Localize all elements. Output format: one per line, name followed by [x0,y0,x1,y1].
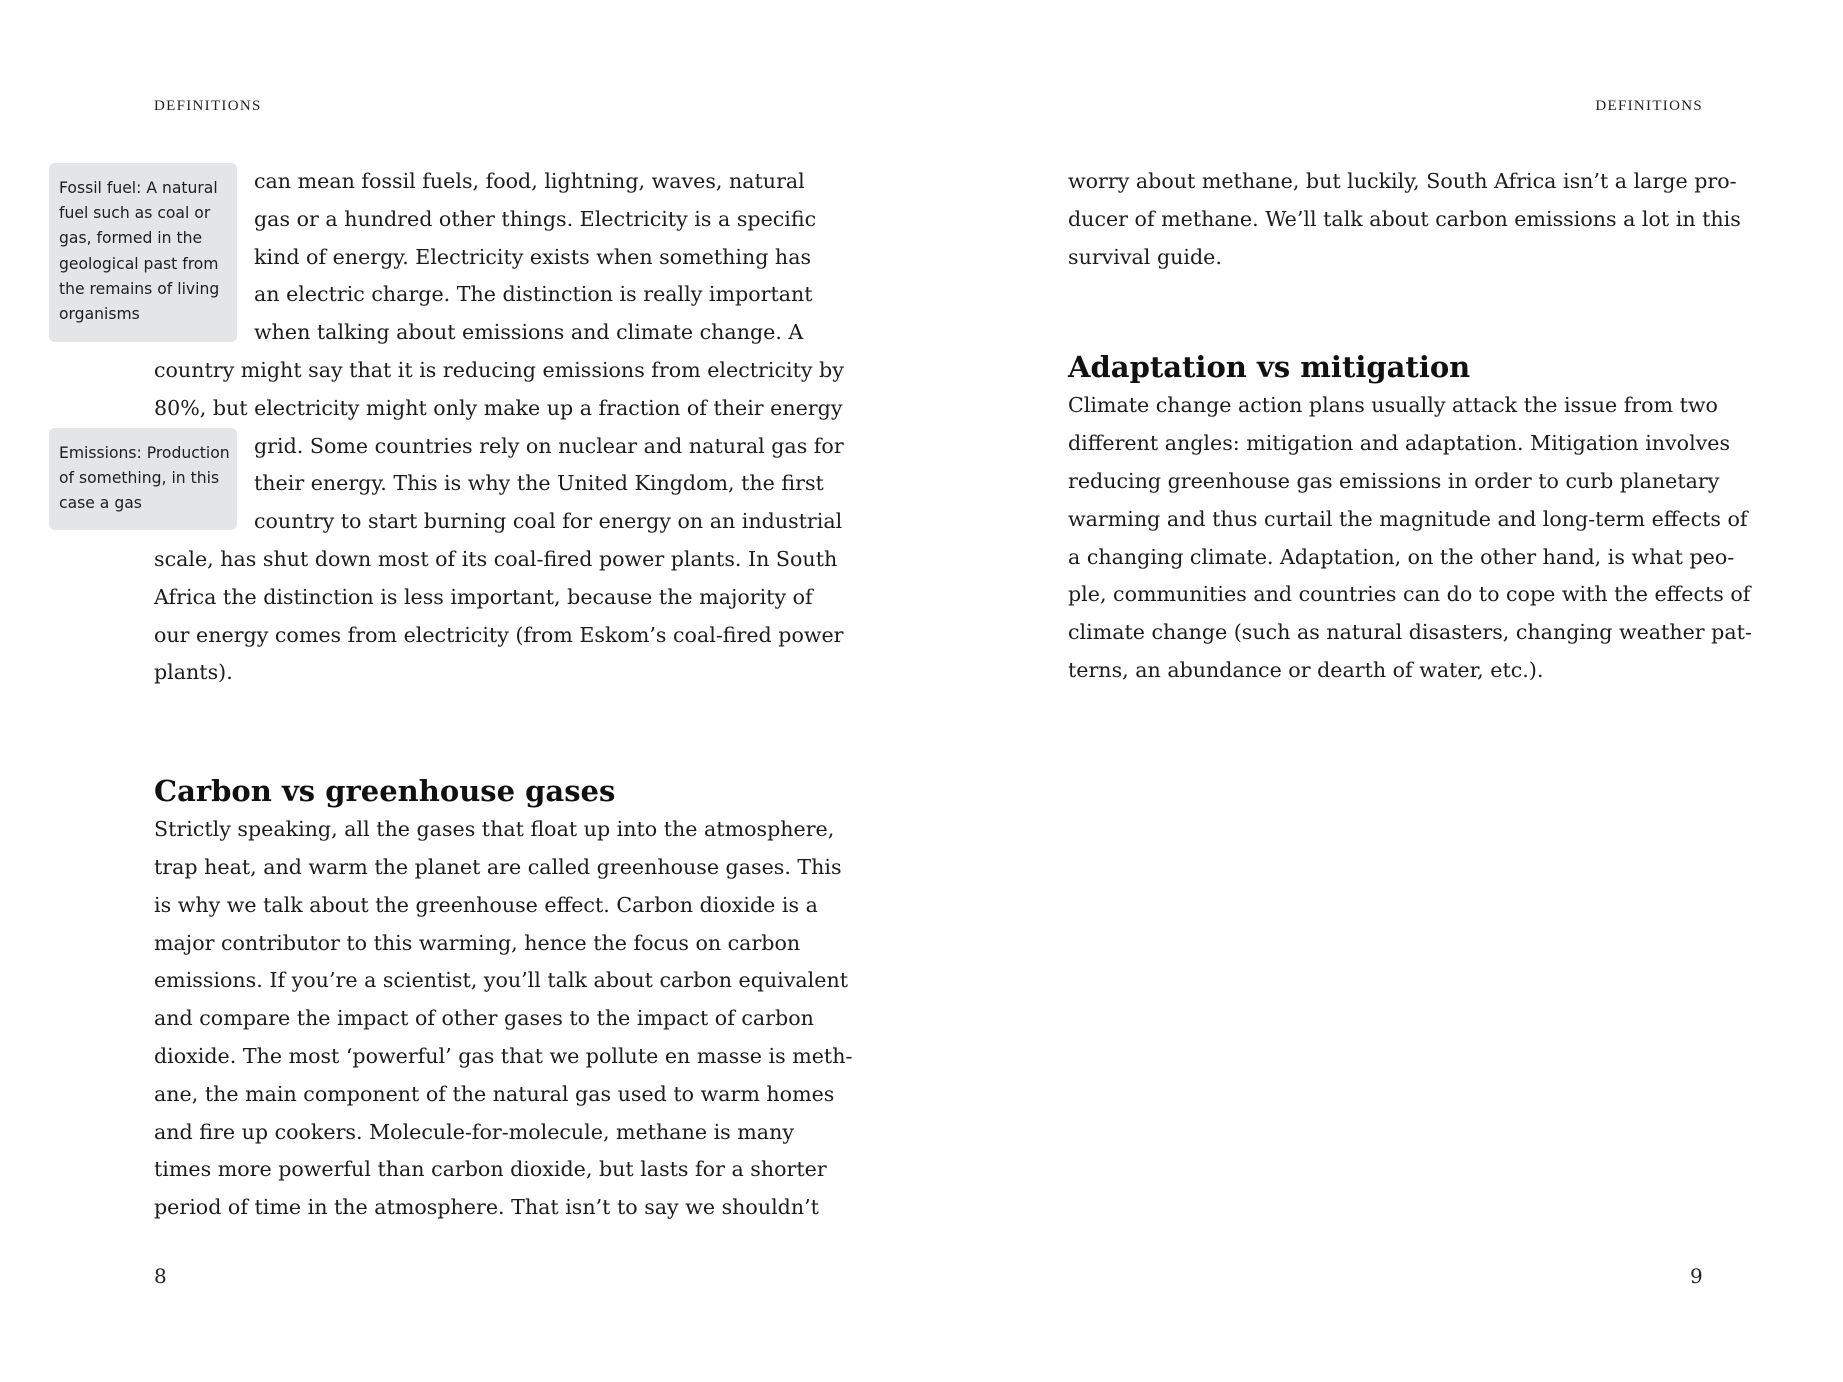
continuation-paragraph [1068,163,1741,276]
text-line: Climate change action plans usually attack the issue from two [1068,393,1718,418]
text-line: and fire up cookers. Molecule-for-molecule, methane is many [154,1119,794,1144]
text-line: country might say that it is reducing emissions from electricity by [154,357,844,382]
note-line: geological past from [59,254,219,273]
text-line: survival guide. [1068,244,1222,269]
text-line: warming and thus curtail the magnitude and long-term effects of [1068,506,1748,531]
note-line: Fossil fuel: A natural [59,179,218,197]
text-line: dioxide. The most ‘powerful’ gas that we pollute en masse is meth- [154,1043,853,1068]
text-line: terns, an abundance or dearth of water, etc.). [1068,657,1544,682]
section-paragraph-adaptation [1068,387,1752,689]
text-line: kind of energy. Electricity exists when something has [254,244,812,269]
note-line: case a gas [59,494,142,513]
intro-paragraph [154,163,844,692]
text-line: trap heat, and warm the planet are called greenhouse gases. This [154,854,842,879]
text-line: 80%, but electricity might only make up a fraction of their energy [154,395,843,420]
text-line: an electric charge. The distinction is really important [254,282,813,307]
text-line: a changing climate. Adaptation, on the other hand, is what peo- [1068,544,1735,569]
note-line: fuel such as coal or [59,204,211,223]
text-line: times more powerful than carbon dioxide, but lasts for a shorter [154,1157,827,1182]
text-line: ple, communities and countries can do to cope with the effects of [1068,582,1751,607]
text-line: plants). [154,660,233,685]
text-line: emissions. If you’re a scientist, you’ll talk about carbon equivalent [154,968,848,993]
page-number-right: 9 [1690,1264,1703,1288]
section-heading-adaptation-vs-mitigation: Adaptation vs mitigation [1068,350,1471,385]
text-line: their energy. This is why the United Kingdom, the first [254,471,824,496]
text-line: grid. Some countries rely on nuclear and natural gas for [254,433,844,458]
text-line: Africa the distinction is less important, because the majority of [154,584,813,609]
text-line: scale, has shut down most of its coal-fired power plants. In South [154,546,838,571]
right-page-body [1068,163,1752,690]
text-line: is why we talk about the greenhouse effect. Carbon dioxide is a [154,892,818,917]
text-line: gas or a hundred other things. Electricity is a specific [254,206,817,231]
note-line: gas, formed in the [59,229,203,248]
text-line: major contributor to this warming, hence the focus on carbon [154,930,801,955]
running-head-left: DEFINITIONS [154,98,262,114]
note-line: Emissions: Production [59,444,230,462]
text-line: worry about methane, but luckily, South Africa isn’t a large pro- [1068,169,1737,193]
text-line: reducing greenhouse gas emissions in order to curb planetary [1068,468,1720,493]
text-line: and compare the impact of other gases to the impact of carbon [154,1006,814,1031]
text-line: when talking about emissions and climate change. A [254,320,804,345]
running-head-right: DEFINITIONS [1595,98,1703,114]
text-line: climate change (such as natural disasters, changing weather pat- [1068,620,1752,645]
note-line: of something, in this [59,469,220,488]
text-line: country to start burning coal for energy on an industrial [254,509,843,534]
left-page-body [154,163,853,1227]
text-line: our energy comes from electricity (from Eskom’s coal-fired power [154,622,844,647]
note-line: organisms [59,305,140,324]
text-line: ducer of methane. We’ll talk about carbon emissions a lot in this [1068,206,1741,231]
text-line: Strictly speaking, all the gases that float up into the atmosphere, [154,817,835,842]
text-line: different angles: mitigation and adaptation. Mitigation involves [1068,431,1731,456]
text-line: period of time in the atmosphere. That isn’t to say we shouldn’t [154,1195,819,1220]
page-number-left: 8 [154,1264,167,1288]
section-heading-carbon-vs-greenhouse: Carbon vs greenhouse gases [154,774,616,809]
section-paragraph-carbon [154,811,853,1227]
note-line: the remains of living [59,279,220,298]
text-line: can mean fossil fuels, food, lightning, waves, natural [254,169,805,193]
text-line: ane, the main component of the natural gas used to warm homes [154,1081,835,1106]
